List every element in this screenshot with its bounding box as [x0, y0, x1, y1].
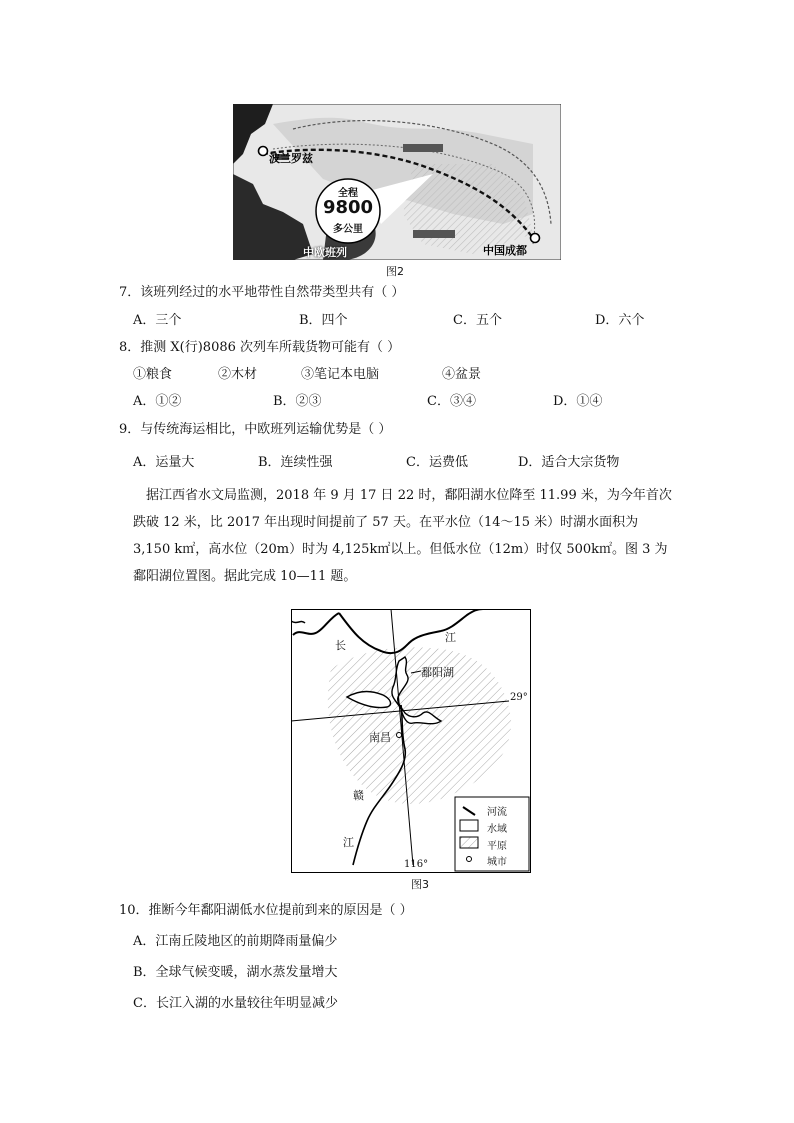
q7-option-d: D．六个	[595, 313, 645, 328]
q10-option-c: C．长江入湖的水量较往年明显减少	[133, 996, 338, 1011]
q8-item-3: ③笔记本电脑	[301, 367, 380, 382]
q8-item-4: ④盆景	[442, 367, 482, 382]
q8-item-2: ②木材	[218, 367, 258, 382]
badge-unit: 多公里	[333, 224, 363, 235]
badge-top-text: 全程	[338, 188, 358, 199]
legend-plain-icon	[460, 837, 478, 848]
badge-number: 9800	[322, 197, 374, 218]
q9-option-a: A．运量大	[133, 455, 195, 470]
q8-option-b: B．②③	[273, 394, 322, 409]
q10-option-a: A．江南丘陵地区的前期降雨量偏少	[133, 934, 338, 949]
label-jiang-bottom: 江	[343, 836, 354, 849]
q7-option-a: A．三个	[133, 313, 182, 328]
q10-option-b: B．全球气候变暖，湖水蒸发量增大	[133, 965, 338, 980]
q8-option-a: A．①②	[133, 394, 182, 409]
figure-2-map	[233, 104, 561, 260]
q9-option-b: B．连续性强	[258, 455, 333, 470]
legend-city-icon	[467, 857, 472, 862]
legend-city-label: 城市	[487, 857, 507, 868]
label-poyang-lake: 鄱阳湖	[421, 666, 454, 679]
label-nanchang: 南昌	[369, 731, 391, 744]
legend-water-icon	[460, 820, 478, 831]
label-jiang-top: 江	[445, 631, 456, 644]
q7-option-c: C．五个	[453, 313, 502, 328]
label-poland: 波兰罗兹	[269, 152, 313, 165]
label-chengdu: 中国成都	[483, 244, 527, 257]
legend-plain-label: 平原	[487, 841, 507, 852]
q9-option-d: D．适合大宗货物	[518, 455, 620, 470]
legend-river-label: 河流	[487, 807, 507, 818]
nanchang-city-icon	[397, 733, 402, 738]
figure-2-caption: 图2	[386, 265, 404, 278]
figure-3-caption: 图3	[411, 878, 429, 891]
label-chang: 长	[335, 639, 346, 652]
q8-option-d: D．①④	[553, 394, 603, 409]
label-gan: 赣	[353, 789, 364, 802]
q9-stem: 9．与传统海运相比，中欧班列运输优势是（ ）	[119, 422, 392, 437]
q8-stem: 8．推测 X(行)8086 次列车所载货物可能有（ ）	[119, 340, 401, 355]
legend-water-label: 水域	[487, 824, 507, 835]
q9-option-c: C．运费低	[406, 455, 468, 470]
destination-marker-icon	[531, 234, 540, 243]
figure-3-map	[291, 609, 531, 873]
q10-stem: 10．推断今年鄱阳湖低水位提前到来的原因是（ ）	[119, 903, 413, 918]
q7-option-b: B．四个	[299, 313, 348, 328]
label-longitude: 116°	[404, 859, 429, 870]
q8-item-1: ①粮食	[133, 367, 173, 382]
label-latitude: 29°	[510, 692, 528, 703]
label-china-europe-train: 中欧班列	[303, 246, 347, 259]
q7-stem: 7．该班列经过的水平地带性自然带类型共有（ ）	[119, 285, 405, 300]
map-tag-1	[403, 144, 443, 152]
map-tag-2	[413, 230, 455, 238]
origin-marker-icon	[259, 147, 268, 156]
q8-option-c: C．③④	[427, 394, 476, 409]
railway-map-svg	[233, 104, 561, 260]
passage-paragraph: 据江西省水文局监测，2018 年 9 月 17 日 22 时，鄱阳湖水位降至 11.99 米，为今年首次跌破 12 米，比 2017 年出现时间提前了 57 天。在平水位（14～15 米）时湖水面积为 3,150 k㎡，高水位（20m）时为 4,125k㎡以上。但低水位（12m）时仅 500k㎡。图 3 为鄱阳湖位置图。据此完成 10—11 题。	[133, 488, 672, 584]
